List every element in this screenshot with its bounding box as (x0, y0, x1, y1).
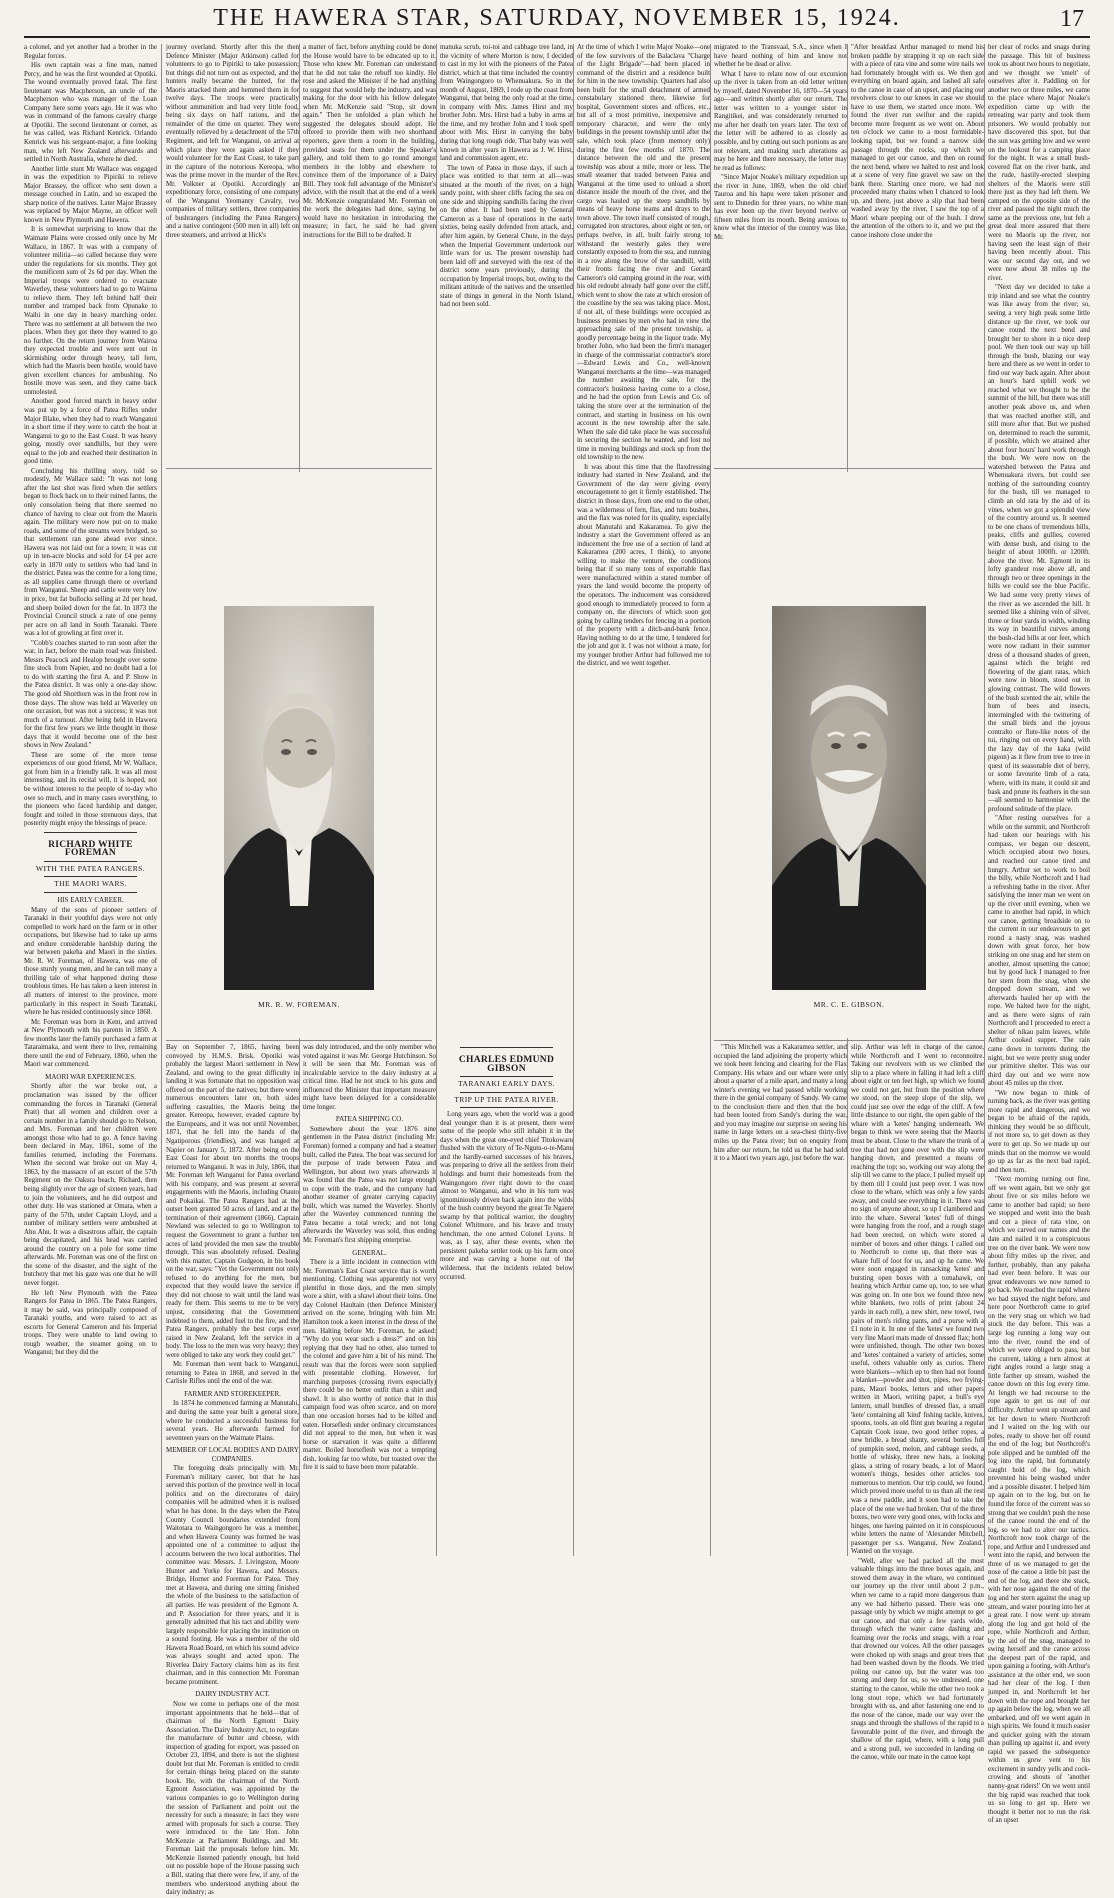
paragraph: Shortly after the war broke out, a proclamation was issued by the officer commanding the forces in Taranaki (General Pratt) that all women and children over a certain number in a family should go to Nelson, and Mrs. Foreman and her children were amongst those who had to go. A fence having been declared in May, 1861, some of the families returned, including the Foremans. When the second war broke out on May 4, 1863, by the massacre of an escort of the 57th Regiment on the Oakura beach, Richard, then being slightly over the age of sixteen years, had to join the volunteers, and he did outpost and other duty. He was stationed at Omata, when a party of the 57th, under Captain Lloyd, and a number of military settlers were ambushed at Ahu Ahu. It was a disastrous affair, the captain being decapitated, and his head was carried around the country on a pole for some time afterwards. Mr. Foreman was one of the first on the scene of the disaster, and the sight of the butchery that met his gaze was one that he will never forget. (24, 1083, 157, 1288)
section-heading: PATEA SHIPPING CO. (335, 1115, 404, 1124)
section-heading: MEMBER OF LOCAL BODIES AND DAIRY COMPANIES. (166, 1446, 299, 1463)
section-heading: GENERAL. (352, 1248, 387, 1257)
paragraph: Concluding his thrilling story, told so modestly, Mr Wallace said: "It was not long after the last shot was fired when the settlers began to flock back on to their ruined farms, the only consolation being that there seemed no chance of having to clear out from the Maoris again. The military were now put on to make roads, and some of the streams were bridged, so that settlement ran gone ahead ever since. Hawera was not laid out for a town; it was cut up in ten-acre blocks and sold for £4 per acre early in 1870 only to settlers who had land in the district. Patea was the centre for a long time, as all supplies came through there or overland from Wanganui. Sheep and cattle were very low in price, but fat bullocks selling at 2d per head, and sheep boiled down for the fat. In 1873 the Provincial Council struck a rate of one penny per acre on all land in South Taranaki. There was a lot of growling at first over it. (24, 467, 157, 638)
gibson-portrait-photo (772, 606, 926, 990)
column-rule (436, 44, 437, 1556)
paragraph: "After resting ourselves for a while on the summit, and Northcroft had taken our bearings with his compass, we began our descent, which occupied about two hours, and reached our canoe tired and hungry. Arthur set to work to boil the billy, while Northcroft and I had a refreshing bathe in the river. After satisfying the inner man we went on up the river until evening, when we came to another bad rapid, in which our canoe, getting broadside on to the current in our endeavours to get round a nasty snag, was washed down with great force, her bow striking on one snag and her stern on another, almost upsetting the canoe; but by good luck I managed to free her stern from the snag, when she dropped down stream, and we afterwards hauled her up with the rope. We halted here for the night, and as there were signs of rain Northcroft and I proceeded to erect a shelter of nikau palm leaves, while Arthur cooked supper. The rain came down in torrents during the night, but we were pretty snug under our primitive shelter. This was our third day out and we were now about 45 miles up the river. (988, 815, 1090, 1088)
paragraph: journey overland. Shortly after this the then Defence Minister (Major Atkinson) called for volunteers to go to Pipiriki to take possession; but things did not turn out as expected, and the hunters really became the hunted, for the Maoris attacked them and hemmed them in for twelve days. The troops were practically without ammunition and had very little food, being six days on half rations, and the remainder of the time on quarter. They were eventually relieved by a detachment of the 57th Regiment, and left for Wanganui, on arrival at which place they were again asked if they would volunteer for the East Coast, to take part in the capture of the notorious Kereopa, who was the prime mover in the murder of the Rev. Mr. Volkner at Opotiki. Accordingly an expeditionary force, consisting of one company of the Wanganui Yeomanry Cavalry, two companies of military settlers, three companies of bushrangers (including the Patea Rangers) and a native contingent (500 men in all) left on three steamers, and arrived at Hick's (166, 44, 299, 240)
gibson-photo-block (714, 472, 984, 1038)
divider (44, 861, 137, 862)
column-7-bottom (851, 1044, 984, 1763)
paragraph: He left New Plymouth with the Patea Rangers for Patea in 1865. The Patea Rangers, it may be said, was principally composed of Taranaki youths, and were raised to act as escorts for General Cameron and his Imperial troops. They were unable to land owing to rough weather, the steamer going on to Wanganui; but they did the (24, 1289, 157, 1357)
paragraph: The foregoing deals principally with Mr. Foreman's military career, but that he has served this portion of the province well in local politics and on the directorates of dairy companies will be admitted when it is realised what he has done. In the days when the Patea County Council boundaries extended from Waitotara to Waingongoro he was a member, and when Hawera County was formed he was appointed one of a committee to adjust the accounts between the two local authorities. The committee was: Messrs. J. Livingston, Moore Hunter and Yorke for Hawera, and Messrs. Bridge, Horner and Foreman for Patea. They met at Hawera, and during one sitting finished the whole of the business to the satisfaction of all parties. He was president of the Egmont A. and P. Association for three years, and it is generally admitted that his tact and ability were largely responsible for placing the institution on a sound footing. He was a member of the old Hawera Road Board, on which his sound advice was always sought and acted upon. The Riverlea Dairy Factory claims him as its first chairman, and in this connection Mr. Foreman became prominent. (166, 1465, 299, 1686)
divider (460, 1107, 553, 1108)
column-2-bottom (166, 1044, 299, 1898)
photo-frame-rule (714, 1040, 984, 1041)
paragraph: In 1874 he commenced farming at Manutahi, and during the same year built a general store, where he conducted a successful business for several years. He afterwards farmed for seventeen years on the Waimate Plains. (166, 1400, 299, 1442)
paragraph: Now we come to perhaps one of the most important appointments that he held—that of chairman of the North Egmont Dairy Association. The Dairy Industry Act, to regulate the manufacture of butter and cheese, with inspection of grading for export, was passed on October 23, 1894, and there is not the slightest doubt but that Mr. Foreman is entitled to credit for certain things being placed on the statute book. He, with the chairman of the North Egmont Association, was appointed by the various companies to go to Wellington during the session of Parliament and point out the necessity for such a measure; in fact they were armed with proposals for such a course. They were introduced to the late Hon. John McKenzie at Parliament Buildings, and Mr. Foreman laid the proposals before him. Mr. McKenzie listened patiently enough, but held out no possible hope of the House passing such a Bill, stating that there were few, if any, of the members who understood anything about the dairy industry; as (166, 1701, 299, 1897)
column-1 (24, 44, 157, 1556)
paragraph: It is somewhat surprising to know that the Waimate Plains were crossed only once by Mr Wallace, in 1867. It was with a company of volunteer militia—so called because they were under the regulations for six months. They got the munificent sum of 2s 6d per day. When the Imperial troops were ordered to evacuate Waverley, these volunteers had to go to Wairoa to relieve them. They left behind half their number and tramped back from Opunake to Waihi in one day in heavy marching order. There was no settlement at all between the two places. When they got there they wanted to go no further. On the return journey from Wairoa they expected trouble and were sent out in skirmishing order through heavy, tall fern, which had the Maoris been hostile, would have given excellent chances for ambushing. No hostile move was seen, and they came back unmolested. (24, 226, 157, 396)
section-heading: HIS EARLY CAREER. (57, 895, 124, 904)
paragraph: "We now began to think of turning back, as the river was getting more rapid and dangerous, and we began to be afraid of the rapids, thinking they would be so difficult, if not more so, to get down as they were to get up. So we made up our minds that on the morrow we would go up as far as the next bad rapid, and then turn. (988, 1089, 1090, 1174)
column-4 (440, 44, 573, 1556)
paragraph: The town of Patea in those days, if such a place was entitled to that term at all—was situated at the mouth of the river, on a high sandy point, with sheer cliffs facing the sea on one side and shipping sandhills facing the river on the other. It had been used by General Cameron as a base of operations in the early sixties, being easily defended from attack, and, after him again, by General Chute, in the days when the Imperial Government undertook our little wars for us. The present township had been laid off and surveyed with the rest of the district some years previously, during the occupation by Imperial troops, but, owing to the militant attitude of the natives and the unsettled state of things in general in the North Island, had not been sold. (440, 164, 574, 309)
column-rule (161, 44, 162, 1556)
divider (44, 832, 137, 833)
foreman-subhead: WITH THE PATEA RANGERS. (35, 863, 146, 873)
wallace-article-end (24, 44, 157, 829)
column-rule (710, 44, 711, 1556)
column-rule (984, 44, 985, 1556)
column-6-bottom (714, 1044, 847, 1164)
paragraph: "After breakfast Arthur managed to mend his broken paddle by strapping it up on each side with a piece of rata vine and some wire nails we had fortunately brought with us. We then got everything on board again, and lashed all safe to the canoe in case of an upset, and placing our revolvers close to our knees in case we should have to use them, we started once more. We found the river run swifter and the rapids become more frequent as we went on. About ten o'clock we came to a most formidable-looking rapid, but we found a narrow side passage through the rocks, up which we managed to get our canoe, and then on round the next bend, where we halted to rest and look at a scene of very fine gravel we saw on the bank there. Starting once more, we had not proceeded many chains when I chanced to look up, and there, just above a slip that had been washed away by the river, I saw the top of a Maori whare peeping out of the bush. I drew the attention of the others to it, and we put the canoe inshore close under the (851, 44, 984, 240)
foreman-kicker: THE MAORI WARS. (54, 879, 127, 889)
gibson-kicker: TRIP UP THE PATEA RIVER. (454, 1094, 559, 1104)
section-heading: DAIRY INDUSTRY ACT. (195, 1690, 270, 1699)
foreman-caption: MR. R. W. FOREMAN. (258, 1000, 340, 1009)
paragraph: Another good forced march in heavy order was put up by a force of Patea Rifles under Major Blake, when they had to reach Wanganui in a short time if they were to catch the boat at Wanganui to go to the East Coast. It was heavy going, mostly over sandhills, but they were equal to the job and reached their destination in good time. (24, 398, 157, 466)
paragraph: "This Mitchell was a Kakaramea settler, and occupied the land adjoining the property which we took been fencing and clearing for the Flax Company. His whare and our whare were only about a quarter of a mile apart, and many a long winter's evening we had passed while working there in the genial company of Sandy. We came to the conclusion there and then that the box had been looted from Sandy's during the war, and you may imagine our surprise on seeing his name in large letters on a sea-chest thirty-five miles up the Patea river; but on enquiry from him after our return, he told us that he had sold it to a Maori two years ago, just before the war. (714, 1044, 847, 1163)
photo-frame-rule (166, 468, 432, 469)
column-3-bottom (303, 1044, 436, 1473)
newspaper-title: THE HAWERA STAR, SATURDAY, NOVEMBER 15, 1924. (213, 5, 901, 31)
gibson-subhead: TARANAKI EARLY DAYS. (458, 1079, 555, 1089)
paragraph: a colonel, and yet another had a brother in the Regular forces. (24, 44, 157, 60)
paragraph: Somewhere about the year 1876 nine gentlemen in the Patea district (including Mr. Foreman) formed a company and had a steamer built, called the Patea. The boat was secured for the purpose of trade between Patea and Wellington, but about two years afterwards it was found that the Patea was not large enough to cope with the trade, and the company had another steamer of greater carrying capacity built, which was named the Waverley. Shortly after the Waverley commenced running the Patea became a total wreck; and not long afterwards the Waverley was sold, thus ending Mr. Foreman's first shipping enterprise. (303, 1125, 436, 1245)
divider (460, 1076, 553, 1077)
column-6-top (714, 44, 847, 464)
foreman-portrait-photo (224, 606, 374, 990)
paragraph: "Next morning turning out fine, off we went again, but we only got about five or six miles before we came to another bad rapid; so here we stopped and went into the bush and cut a piece of rata vine, on which we carved our names and the date and nailed it to a conspicuous tree on the river bank. We were now about fifty miles up the river, and further, probably, than any pakeha had ever been before. It was our great endeavours we now turned to go back. We reached the rapid where we had stayed the night before, and here poor Northcroft came to grief on the very snag on which we had stuck the day before. This was a large log running a long way out into the river, round the end of which we were obliged to pass, but the current, taking a turn almost at right angles round a large snag a little farther up stream, washed the canoe down on this log every time. At length we had recourse to the rope again to get us out of our difficulty. Arthur went up stream and let her down to where Northcroft and I waited on the log with our poles, ready to shove her off round the end of the log; but Northcroft's pole slipped and he tumbled off the log into the rapid, but fortunately caught hold of the log, which prevented his being washed under and a possible disaster. I helped him up again on to the log, but on he found the force of the current was so strong that we couldn't push the nose of the canoe round the end of the log, so we had to alter our tactics. Northcroft now took charge of the rope, and Arthur and I undressed and went into the rapid, and between the three of us we managed to get the nose of the canoe a little bit past the end of the log, and there she stuck, with her nose against the end of the log and her stern against the snag up stream, and water pouring into her at a great rate. I now went up stream along the log and got hold of the rope, while Northcroft and Arthur, by the aid of the snag, managed to swing herself and the canoe across the deepest part of the rapid, and upon gaining a footing, with Arthur's assistance at the other end, we soon had her clear of the log. I then jumped in, and Northcroft let her down with the rope and brought her up again below the log, when we all embarked, and off we went again in high spirits. We found it much easier and quicker going with the stream than pulling up against it, and every rapid we passed the subsequence within us grew vent to his excitement in sundry yells and cock-crowing and shouts of 'another nanny-goat riders!' On we went until the big rapid was reached that took us so long to get up. Here we thought it better not to run the risk of an upset (988, 1176, 1090, 1825)
paragraph: What I have to relate now of our excursion up the river is taken from an old letter written by myself, dated November 16, 1870—54 years ago—and written shortly after our return. The letter was written to a younger sister in Rangitikei, and was considerately returned to me after her death ten years later. The text of the letter will be adhered to as closely as possible, and by cutting out such portions as are not relevant, and making such alterations as may be here and there necessary, the letter may be read as follows: (714, 70, 847, 172)
paragraph: "Well, after we had packed all the most valuable things into the three boxes again, and stowed them away in the whare, we continued our journey up the river until about 2 p.m., when we came to a rapid more dangerous than any we had hitherto passed. There was one passage only by which we might attempt to get our canoe, and that only a few yards wide, through which the water came dashing and foaming over the rocks and snags, with a roar that drowned our voices. All the other passages were choked up with snags and great trees that had been washed down by the floods. We tried poling our canoe up, but the water was too strong and deep for us, so we undressed, one starting to the canoe, while the other two took a long stout rope, which we had fortunately brought with us, and after fastening one end to the nose of the canoe, made our way over the snags and through the shallows of the rapid to a favourable point of the river, and through the shallow of the rapid, where, with a long pull and a strong pull, we succeeded in landing on the canoe, while our mate in the canoe kept (851, 1557, 984, 1762)
paragraph: "Since Major Noake's military expedition up the river in June, 1869, when the old chief Tauroa and his hapu were taken prisoner and sent to Dunedin for three years, no white man has ever been up the river beyond twelve or fifteen miles from its mouth. Being anxious to know what the interior of the country was like, Mr. (714, 174, 847, 242)
gibson-article (440, 1047, 573, 1282)
paragraph: manuka scrub, toi-toi and cabbage tree land, in the vicinity of where Morton is now, I decided to cast in my lot with the pioneers of the Patea district, which at that time included the country from Waingongoro to Whenuakura. So in the month of August, 1869, I rode up the coast from Wanganui, that being the only road at the time, in company with Mrs. James Hirst and my brother John. Mrs. Hirst had a baby in arms at the time, and my brother John and I took spell about with Mrs. Hirst in carrying the baby during that long rough ride. That baby was well known in after years in Hawera as J. W. Hirst, land and commission agent, etc. (440, 44, 574, 163)
foreman-headline: RICHARD WHITE FOREMAN (48, 839, 133, 859)
paragraph: Mr. Foreman was born in Kent, and arrived at New Plymouth with his parents in 1850. A few months later the family purchased a farm at Tataraimaka, and went there to live, remaining there until the end of February, 1860, when the Maori war commenced. (24, 1018, 157, 1069)
divider (44, 876, 137, 877)
photo-frame-rule (714, 468, 984, 469)
column-2-top (166, 44, 299, 464)
column-rule (573, 44, 574, 1556)
paragraph: was duly introduced, and the only member who voted against it was Mr. George Hutchinson. So it will be seen that Mr. Foreman was of incalculable service to the dairy industry at a critical time. Had he not stuck to his guns and influenced the Minister that important measure might have been delayed for a considerable time longer. (303, 1044, 436, 1111)
foreman-photo-block (166, 472, 432, 1038)
paragraph: Bay on September 7, 1865, having been convoyed by H.M.S. Brisk. Opotiki was probably the largest Maori settlement in New Zealand, and owing to the great difficulty in landing it was fortunate that no opposition was offered on the part of the natives; but there were numerous encounters later on, both sides suffering casualties, the Maoris being the greater. Kereopa, however, evaded capture by the Europeans, and it was not until November, 1871, that he fell into the hands of the Ngatiporous (friendlies), and was hanged at Napier on January 5, 1872. After being on the East Coast for about ten months the troops returned to Wanganui. It was in July, 1866, that Mr. Foreman left Wanganui for Patea overland with his company, and was present at several engagements with the Maoris, including Otauto and Pokaikai. The Patea Rangers had at the outset been granted 50 acres of land, and at the termination of their agreement (1866), Captain Newland was selected to go to Wellington to request the Government to grant a further ten acres of land provided the men saw the trouble through. This was absolutely refused. Dealing with this matter, Captain Gudgeon, in his book on the war, says: "Yet the Government not only refused to do anything for the men, but expected that they would leave the service if they did not choose to wait until the land was ready for them. This seems to me to be very unjust, considering that the Government indebted to them, added fuel to the fire, and the Patea Rangers, probably the best corps ever raised in New Zealand, left the service in a body. The loss to the men was very heavy; they were obliged to take any work they could get." (166, 1044, 299, 1359)
divider (460, 1092, 553, 1093)
column-8 (988, 44, 1091, 1825)
paragraph: her clear of rocks and snags during the passage. This bit of business took us about two hours to negotiate, and we thought we 'smelt' of ourselves after it. Paddling on for another two or three miles, we came to the place where Major Noake's expedition came up with the retreating war party and took them prisoners. We would probably not have discovered this spot, but that the sun was getting low and we were on the lookout for a camping place for the night. It was a small bush-covered flat on the river bank, and the rude, hastily-erected sleeping shelters of the Maoris were still there just as they had left them. We camped on the opposite side of the river and passed the night much the same as the previous one, but felt a great deal more assured that there were no Maoris up the river, not having seen the least sign of their having been recently about. This was our second day out, and we were now about 38 miles up the river. (988, 44, 1091, 282)
paragraph: "Cobb's coaches started to run soon after the war, in fact, before the main road was finished. Messrs Peacock and Healop brought over some fine stock from Napier, and no doubt had a lot to do with starting the first A. and P. Show in the Patea district. It was only a one-day show. The good old Shorthorn was in the front row in those days. The show was held at Waverley on one occasion, but was not a success; it was not much of a turnout. After being held in Hawera for the first few years we little thought in those days that it would become one of the best shows in New Zealand." (24, 639, 157, 750)
gibson-caption: MR. C. E. GIBSON. (813, 1000, 885, 1009)
page-number: 17 (1060, 6, 1084, 32)
column-5 (577, 44, 710, 1556)
paragraph: Many of the sons of pioneer settlers of Taranaki in their youthful days were not only compelled to work hard on the farm or in other occupations, but likewise had to take up arms and endure considerable hardship during the war between pakeha and Maori in the sixties. Mr. R. W. Foreman, of Hawera, was one of those sturdy young men, and he can tell many a thrilling tale of what happened during those troublous times. He has taken a keen interest in all matters of interest to the province, more particularly in this respect in South Taranaki, where he has resided continuously since 1868. (24, 906, 157, 1017)
divider (460, 1047, 553, 1048)
paragraph: It was about this time that the flaxdressing industry had started in New Zealand, and the Government of the day were giving every encouragement to get it firmly established. The district in those days, from one end to the other, was a wilderness of fern, flax, and tutu bushes, and the flax was noted for its quality, especially about Manutahi and Kakaramea. To give the industry a start the Government offered as an inducement the free use of a section of land at Kakaramea (200 acres, I think), to anyone willing to make the venture, the conditions being that if so many tons of exportable flax were manufactured within a stated number of years the land would become the property of the operators. The inducement was considered good enough to immediately proceed to form a company on, the directors of which soon got going by calling tenders for fencing in a portion of the property with a ditch-and-bank fence. Having nothing to do at the time, I tendered for the job and got it. I was not without a mate, for my younger brother Arthur had followed me to the district, and we went together. (577, 463, 710, 668)
paragraph: "Next day we decided to take a trip inland and see what the country was like away from the river; so, seeing a very high peak some little distance up the river, we took our canoe round the next bend and brought her to shore in a nice deep pool. We then took our way up hill through the bush, blazing our way here and there as we went in order to find our way back again. After about an hour's hard uphill work we reached what we thought to be the summit of the hill, but there was still another peak above us, and when that was reached another still, and still more after that. But we pushed on, determined to reach the summit, if possible, which we attained after about four hours' hard work through the bush. We were now on the watershed between the Patea and Whenuakura rivers, but could see nothing of the surrounding country for the bush, till we managed to climb an old rata by the aid of its vines, when we got a splendid view of the country around us. It seemed to be one chaos of tremendous hills, peaks, cliffs and gullies, covered with dense bush, and rising to the height of about 1000ft. or 1200ft. above the river. Mt. Egmont in its lofty grandeur rose above all, and through two or three openings in the hills we could see the blue Pacific. We had some very pretty views of the river as we ascended the hill. It seemed like a shining vein of silver, three or four yards in width, winding its way in beautiful curves among the bush-clad hills at our feet, which were now radiant in their summer dress of a thousand shades of green, against which the bright red flowering of the giant ratas, which were now in bloom, stood out in glowing contrast. The wild flowers of the bush scented the air, while the hum of bees and insects, intermingled with the twittering of the small birds and the joyous contralto or flute-like notes of the tui, ringing out on every hand, with the lazy day of the kaka (wild pigeon) as it flew from tree to tree in quest of its seasonable diet of berry, or some favourite limb of a rata, where, with its mate, it could sit and bask and prune its feathers in the sun—all seemed to harmonise with the profound solitude of the place. (988, 284, 1090, 813)
masthead (24, 6, 1090, 38)
columns (24, 44, 1091, 1897)
column-3-top (303, 44, 436, 464)
photo-frame-rule (166, 1040, 432, 1041)
paragraph: These are some of the more tense experiences of our good friend, Mr W. Wallace, got from him in a friendly talk. It was all most interesting, and its recital will, it is hoped, not be without interest to the people of to-day who owe so much, and in many cases everything, to the pioneers who faced hardship and danger, fought and toiled in those strenuous days, that posterity might enjoy the blessings of peace. (24, 751, 157, 828)
divider (44, 892, 137, 893)
paragraph: At the time of which I write Major Noake—one of the few survivors of the Balaclava "Charge of the Light Brigade"—had been placed in command of the district and a residence built for him in the new township. Quarters had also been built for the small detachment of armed constabulary stationed there, likewise for hospital, Government stores and offices, etc., but all of a most primitive, inexpensive and temporary character, and were the only buildings in the present township until after the sale, which took place (from memory only) during the first few months of 1870. The distance between the old and the present township was about a mile, more or less. The small steamer that traded between Patea and Wanganui at the time used to unload a short distance inside the mouth of the river, and the cargo was hauled up the steep sandhills by means of heavy horse teams and drays to the town above. The town itself consisted of rough, corrugated iron structures, about eight or ten, or perhaps twelve, in all, built fairly strong to withstand the westerly gales they were constantly exposed to from the sea, and running in a row along the brow of the sandhill, with their fronts facing the river and Gerard Cameron's old camping ground in the rear, with his old redoubt already half gone over the cliff, which went to show the rate at which erosion of the coastline by the sea was taking place. Most, if not all, of these buildings were occupied as business premises by men who had in view the approaching sale of the present township, a goodly percentage being in the liquor trade. My brother John, who had been the firm's manager in charge of the commissariat contractor's store—Edward Lewis and Co., well-known Wanganui merchants at the time—was managed the number awaiting the sale, for the contractor's business having come to a close, and he had the option from Lewis and Co. of taking the store over at the termination of the contract, and starting in business on his own account in the new township after the sale. When the sale did take place he was successful in securing the section he wanted, and lost no time in moving buildings and stock up from the old township to the new. (577, 44, 710, 462)
section-heading: FARMER AND STOREKEEPER. (184, 1389, 281, 1398)
paragraph: slip. Arthur was left in charge of the canoe, while Northcroft and I went to reconnoitre. Taking our revolvers with us we climbed the slip to a place where in falling it had left a cliff about eight or ten feet high, up which we found we could not get, but from the position where we stood, on the steep slope of the slip, we could just see over the edge of the cliff. A few little distance to our right, the open gable of the whare with a 'ketes' hanging underneath. We began to think we were seeing that the Maoris must be about. Close to the whare the trunk of a tree that had not gone over with the slip were hanging down, and presented a means of reaching the top; so, working our way along the slip till we came to the place, I pulled myself up by them till I could just peep over. I was now close to the whare, which was only a few yards away, and could see everything in it. There was no sign of anyone about, so up I clambered and into the whare. Several 'ketes' full of things were hanging from the roof, and a rough stage had been erected, on which were stored a number of boxes and other things. I called out to Northcroft to come up, that there was a whare full of loot for us, and up he came. We were soon engaged in ransacking 'ketes' and bursting open boxes with a tomahawk, on hearing which Arthur came up, too, to see what was going on. In one box we found three new white blankets, two rolls of print (about 24 yards in each roll), a new shirt, new towel, two pairs of men's riding pants, and a purse with a £1 note in it. In one of the 'ketes' we found two very fine Maori mats made of dressed flax; both were unfinished, though. The other two boxes and 'ketes' contained a variety of articles, some useful, others valuable only as curios. There were blankets—which up to then had not found a blanket—powder and shot, pipes, two frying-pans, Maori books, letters and other papers written in Maori, writing paper, a bull's eye lantern, small bundles of dressed flax, a small 'kete' containing all 'kind' fishing tackle, knives, spoons, tools, an old flint gun bearing a regular Captain Cook issue, two good tether ropes, a new bridle, a bread shanty, several bottles full of pumpkin seed, melon, and cabbage seeds, a bottle of whisky, three new hats, a looking glass, a string of rosary beads, a lot of Maori women's things, besides other articles too numerous to mention. Our trip could, we found, which proved more useful to us than all the rest was a new paddle, and it soon had to take the place of the one we had broken. Out of the three boxes, two were very good ones, with locks and hinges, one having painted on it in conspicuous white letters the name of 'Alexander Mitchell, passenger per s.s. Wanganui, New Zealand.' Wanted on the voyage. (851, 1044, 984, 1556)
paragraph: Mr. Foreman then went back to Wanganui, returning to Patea in 1868, and served in the Carlisle Rifles until the end of the war. (166, 1361, 299, 1386)
paragraph: Long years ago, when the world was a good deal younger than it is at present, there were some of the people who still inhabit it in the days when the great one-eyed chief Titokowaru flushed with the victory of Te-Ngutu-o-te-Manu and the hardly-earned successes of his braves, was preparing to drive all the settlers from their holdings and burnt their homesteads from the Waingongoro river right down to the coast almost to Wanganui, and who in his turn was ignominiously driven back again into the wilds of the bush country beyond the great Te Ngaere swamp by that political warrior, the doughty Colonel Whitmore, and his brave and trusty henchman, the one armed Colonel Lyons. It was, as I say, after these events, when the persistent pakeha settler took up his farm once more and was carving a home out of the wilderness, that the incidents related below occurred. (440, 1111, 573, 1281)
column-7-top (851, 44, 984, 464)
section-heading: MAORI WAR EXPERIENCES. (45, 1072, 136, 1081)
paragraph: There is a little incident in connection with Mr. Foreman's East Coast service that is worth mentioning. Clothing was apparently not very plentiful in those days, and the men simply wore a shirt, with a shawl about their loins. One day Colonel Haultain (then Defence Minister) arrived on the scene, bringing with him Mr. Hamilton took a keen interest in the dress of the men. Halting before Mr. Foreman, he asked: "Why do you wear such a dress?" and on his replying that they had no other, also turned to the colonel and gave him a bit of his mind. The result was that the forces were soon supplied with presentable clothing. However, for marching purposes (crossing rivers especially) there could be no better outfit than a shirt and shawl. It is also worthy of notice that in this campaign food was often scarce, and on more than one occasion horses had to be killed and eaten. Horseflesh under ordinary circumstances did not appeal to the men, but when it was horse or starvation it was quite a different matter. Boiled horseflesh was not a tempting dish, looking far too white, but toasted over the fire it is said to have been more palatable. (303, 1259, 436, 1472)
column-4-top (440, 44, 573, 464)
paragraph: migrated to the Transvaal, S.A., since when I have heard nothing of him and know not whether he be dead or alive. (714, 44, 847, 69)
paragraph: Another little stunt Mr Wallace was engaged in was the expedition to Pipiriki to relieve Major Brassey, the officer who sent down a message couched in Latin, and so escaped the sharp notice of the natives. Later Major Brassey was replaced by Major Mayne, an officer well known in New Plymouth and Hawera. (24, 165, 157, 224)
paragraph: a matter of fact, before anything could be done the House would have to be educated up to it. Those who knew Mr. Foreman can understand that he did not take the rebuff too kindly. He rose and asked the Minister if he had anything to suggest that would help the industry, and was making for the door with his fellow delegate when Mr. McKenzie said "Stop, sit down again." Then he unfolded a plan which he suggested the delegates should adopt. He offered to provide them with two shorthand reporters, gave them a room in the building, provided seats for them under the Speaker's gallery, and told them to go round amongst members in the lobby and elsewhere to convince them of the importance of a Dairy Bill. They took full advantage of the Minister's advice, with the result that at the end of a week Mr. McKenzie congratulated Mr. Foreman on the work the delegates had done, saying he would have no hesitation in introducing the measure; in fact, he said he had given instructions for the Bill to be drafted. It (303, 44, 436, 240)
paragraph: His own captain was a fine man, named Percy, and he was the first wounded at Opotiki. The wound eventually proved fatal. The first lieutenant was Macpherson, an uncle of the Macpherson who was manager of the Loan Company here some years ago. He it was who was in command of the famous cavalry charge at Opotiki. The second lieutenant or cornet, as he was called, was Richard Kenrick. Orlando Kenrick was his sergeant-major, a fine looking man, who left New Zealand afterwards and settled in North Australia, where he died. (24, 62, 157, 164)
gibson-headline: CHARLES EDMUND GIBSON (458, 1055, 555, 1074)
